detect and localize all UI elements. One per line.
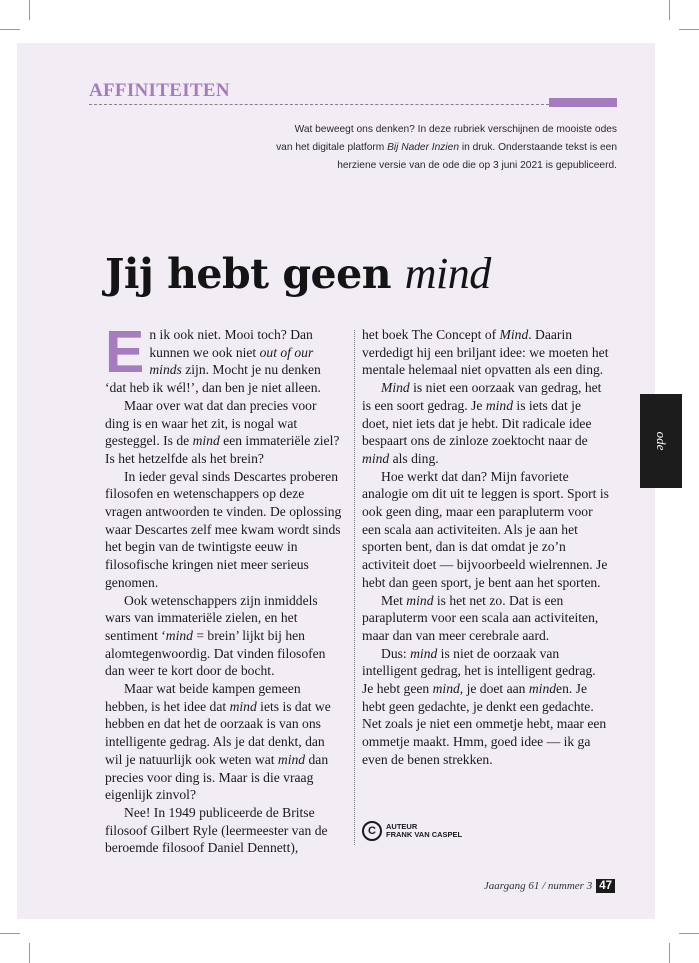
author-name: FRANK VAN CASPEL	[386, 830, 463, 839]
section-accent-bar	[549, 98, 617, 107]
crop-mark	[0, 933, 20, 934]
intro-line-2-post: in druk. Onderstaande tekst is een	[459, 142, 617, 153]
intro-text	[257, 121, 617, 175]
drop-cap: E	[105, 319, 145, 385]
article-paragraph: Dus: mind is niet de oorzaak van intelligent gedrag, het is intelligent gedrag. Je hebt geen mind, je doet aan minden. Je hebt geen gedachte, je denkt een gedachte. Net zoals je niet een ommetje hebt, maar een ommetje maakt. Hmm, goed idee — ik ga even de benen strekken.	[362, 645, 607, 767]
article-column-left	[105, 319, 343, 857]
page-number: 47	[596, 879, 615, 893]
page-footer	[484, 879, 615, 893]
article-paragraph: Ook wetenschappers zijn inmiddels wars van immateriële zielen, en het sentiment ‘mind = brein’ lijkt bij hen alomtegenwoordig. Dat vinden filosofen dan weer te kort door de bocht.	[105, 592, 326, 679]
title-italic: mind	[404, 249, 491, 298]
title-main: Jij hebt geen	[105, 250, 405, 298]
crop-mark	[669, 0, 670, 20]
crop-mark	[0, 29, 20, 30]
article-paragraph: Met mind is het net zo. Dat is een parapluterm voor een scala aan activiteiten, maar dan van meer cerebrale aard.	[362, 592, 599, 643]
article-paragraph: Maar over wat dat dan precies voor ding is en waar het zit, is nogal wat gesteggel. Is de mind een immateriële ziel? Is het hetzelfde als het brein?	[105, 397, 340, 466]
section-side-tab	[640, 394, 682, 488]
intro-line-1: Wat beweegt ons denken? In deze rubriek verschijnen de mooiste odes	[294, 124, 617, 135]
intro-line-3: herziene versie van de ode die op 3 juni 2021 is gepubliceerd.	[337, 160, 617, 171]
article-paragraph: Mind is niet een oorzaak van gedrag, het is een soort gedrag. Je mind is iets dat je doet, niet iets dat je hebt. Dit radicale idee bespaart ons de zinloze zoektocht naar de mind als ding.	[362, 380, 602, 466]
side-tab-label: ode	[654, 431, 669, 451]
journal-issue: Jaargang 61 / nummer 3	[483, 880, 593, 892]
page-title	[105, 248, 491, 299]
copyright-icon: C	[362, 821, 382, 841]
article-paragraph: het boek The Concept of Mind. Daarin verdedigt hij een briljant idee: we moeten het mentale helemaal niet opvatten als een ding.	[362, 327, 609, 378]
crop-mark	[679, 933, 699, 934]
crop-mark	[679, 29, 699, 30]
article-paragraph: En ik ook niet. Mooi toch? Dan kunnen we ook niet out of our minds zijn. Mocht je nu denken ‘dat heb ik wél!’, dan ben je niet alleen.	[105, 319, 321, 396]
section-title: AFFINITEITEN	[89, 80, 230, 101]
platform-name: Bij Nader Inzien	[387, 142, 459, 153]
article-column-right	[362, 326, 610, 769]
intro-line-2-pre: van het digitale platform	[276, 142, 388, 153]
section-rule	[89, 104, 549, 105]
author-credit	[362, 821, 462, 841]
column-divider	[354, 330, 355, 845]
magazine-page	[17, 43, 655, 919]
article-paragraph: Maar wat beide kampen gemeen hebben, is het idee dat mind iets is dat we hebben en dat het de oorzaak is van ons intelligente gedrag. Als je dat denkt, dan wil je natuurlijk ook weten wat mind dan precies voor ding is. Maar is die vraag eigenlijk zinvol?	[105, 681, 331, 803]
article-paragraph: Nee! In 1949 publiceerde de Britse filosoof Gilbert Ryle (leermeester van de beroemde filosoof Daniel Dennett),	[105, 804, 328, 856]
article-paragraph: Hoe werkt dat dan? Mijn favoriete analogie om dit uit te leggen is sport. Sport is ook geen ding, maar een parapluterm voor een scala aan activiteiten. Als je aan het sporten bent, dan is dat omdat je zo’n activiteit doet — bijvoorbeeld wielrennen. Je hebt dan geen sport, je bent aan het sporten.	[362, 468, 609, 590]
author-role: AUTEUR	[386, 821, 418, 831]
crop-mark	[29, 943, 30, 963]
crop-mark	[29, 0, 30, 20]
article-paragraph: In ieder geval sinds Descartes proberen filosofen en wetenschappers op deze vragen antwoorden te vinden. De oplossing waar Descartes zelf mee kwam wordt sinds het begin van de twintigste eeuw in filosofische kringen niet meer serieus genomen.	[105, 468, 342, 590]
crop-mark	[669, 943, 670, 963]
